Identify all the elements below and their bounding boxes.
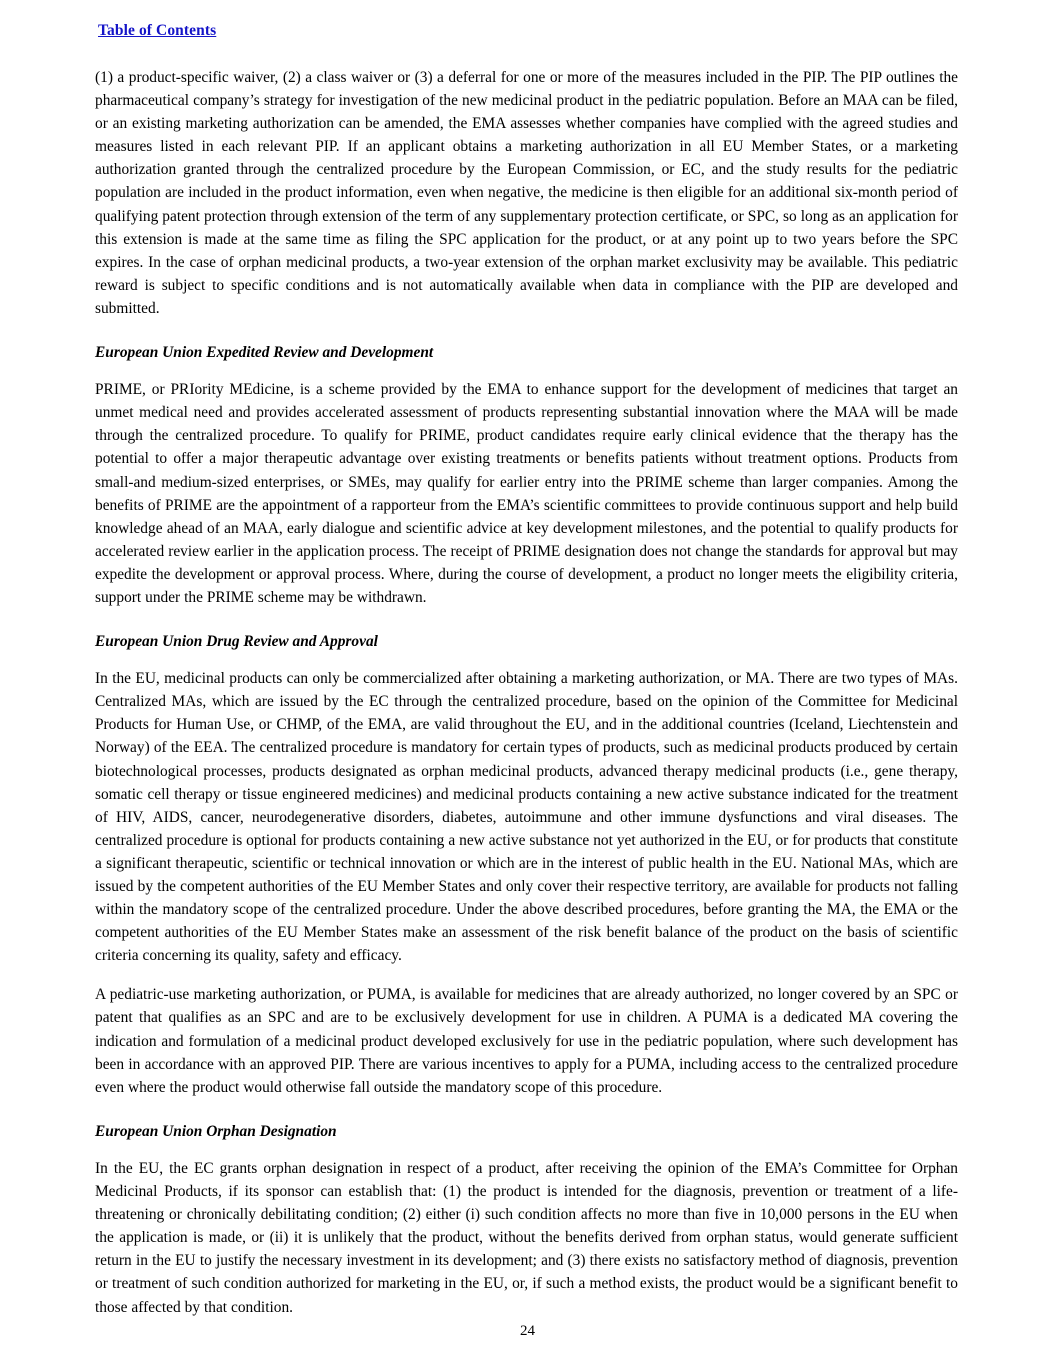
document-body [95,66,958,1319]
table-of-contents-link[interactable]: Table of Contents [98,22,217,39]
body-paragraph: A pediatric-use marketing authorization, or PUMA, is available for medicines that are already authorized, no longer covered by an SPC or patent that qualifies as an SPC and are to be exclusively development for use in children. A PUMA is a dedicated MA covering the indication and formulation of a medicinal product developed exclusively for use in the pediatric population, where such development has been in accordance with an approved PIP. There are various incentives to apply for a PUMA, including access to the centralized procedure even where the product would otherwise fall outside the mandatory scope of this procedure. [95,986,958,1096]
section-heading: European Union Drug Review and Approval [95,633,378,651]
table-of-contents-link-wrapper [98,22,958,40]
page-number: 24 [520,1323,535,1339]
body-paragraph: In the EU, medicinal products can only be commercialized after obtaining a marketing authorization, or MA. There are two types of MAs. Centralized MAs, which are issued by the EC through the centralized procedure, based on the opinion of the Committee for Medicinal Products for Human Use, or CHMP, of the EMA, are valid throughout the EU, and in the additional countries (Iceland, Liechtenstein and Norway) of the EEA. The centralized procedure is mandatory for certain types of products, such as medicinal products produced by certain biotechnological processes, products designated as orphan medicinal products, advanced therapy medicinal products (i.e., gene therapy, somatic cell therapy or tissue engineered medicines) and medicinal products containing a new active substance indicated for the treatment of HIV, AIDS, cancer, neurodegenerative disorders, diabetes, autoimmune and other immune dysfunctions and viral diseases. The centralized procedure is optional for products containing a new active substance not yet authorized in the EU, or for products that constitute a significant therapeutic, scientific or technical innovation or which are in the interest of public health in the EU. National MAs, which are issued by the competent authorities of the EU Member States and only cover their respective territory, are available for products not falling within the mandatory scope of the centralized procedure. Under the above described procedures, before granting the MA, the EMA or the competent authorities of the EU Member States make an assessment of the risk benefit balance of the product on the basis of scientific criteria concerning its quality, safety and efficacy. [95,670,958,965]
section-heading: European Union Orphan Designation [95,1122,337,1140]
page-content [95,22,958,1335]
body-paragraph: (1) a product-specific waiver, (2) a class waiver or (3) a deferral for one or more of the measures included in the PIP. The PIP outlines the pharmaceutical company’s strategy for investigation of the new medicinal product in the pediatric population. Before an MAA can be filed, or an existing marketing authorization can be amended, the EMA assesses whether companies have complied with the agreed studies and measures listed in each relevant PIP. If an applicant obtains a marketing authorization in all EU Member States, or a marketing authorization granted through the centralized procedure by the European Commission, or EC, and the study results for the pediatric population are included in the product information, even when negative, the medicine is then eligible for an additional six-month period of qualifying patent protection through extension of the term of any supplementary protection certificate, or SPC, so long as an application for this extension is made at the same time as filing the SPC application for the product, or at any point up to two years before the SPC expires. In the case of orphan medicinal products, a two-year extension of the orphan market exclusivity may be available. This pediatric reward is subject to specific conditions and is not automatically available when data in compliance with the PIP are developed and submitted. [95,69,958,317]
body-paragraph: In the EU, the EC grants orphan designation in respect of a product, after receiving the opinion of the EMA’s Committee for Orphan Medicinal Products, if its sponsor can establish that: (1) the product is intended for the diagnosis, prevention or treatment of a life-threatening or chronically debilitating condition; (2) either (i) such condition affects no more than five in 10,000 persons in the EU when the application is made, or (ii) it is unlikely that the product, without the benefits derived from orphan status, would generate sufficient return in the EU to justify the necessary investment in its development; and (3) there exists no satisfactory method of diagnosis, prevention or treatment of such condition authorized for marketing in the EU, or, if such a method exists, the product would be a significant benefit to those affected by that condition. [95,1159,958,1316]
body-paragraph: PRIME, or PRIority MEdicine, is a scheme provided by the EMA to enhance support for the development of medicines that target an unmet medical need and provides accelerated assessment of products representing substantial innovation where the MAA will be made through the centralized procedure. To qualify for PRIME, product candidates require early clinical evidence that the therapy has the potential to offer a major therapeutic advantage over existing treatments or benefits patients without treatment options. Products from small-and medium-sized enterprises, or SMEs, may qualify for earlier entry into the PRIME scheme than larger companies. Among the benefits of PRIME are the appointment of a rapporteur from the EMA’s scientific committees to provide continuous support and help build knowledge ahead of an MAA, early dialogue and scientific advice at key development milestones, and the potential to qualify products for accelerated review earlier in the application process. The receipt of PRIME designation does not change the standards for approval but may expedite the development or approval process. Where, during the course of development, a product no longer meets the eligibility criteria, support under the PRIME scheme may be withdrawn. [95,381,958,606]
section-heading: European Union Expedited Review and Development [95,344,434,362]
